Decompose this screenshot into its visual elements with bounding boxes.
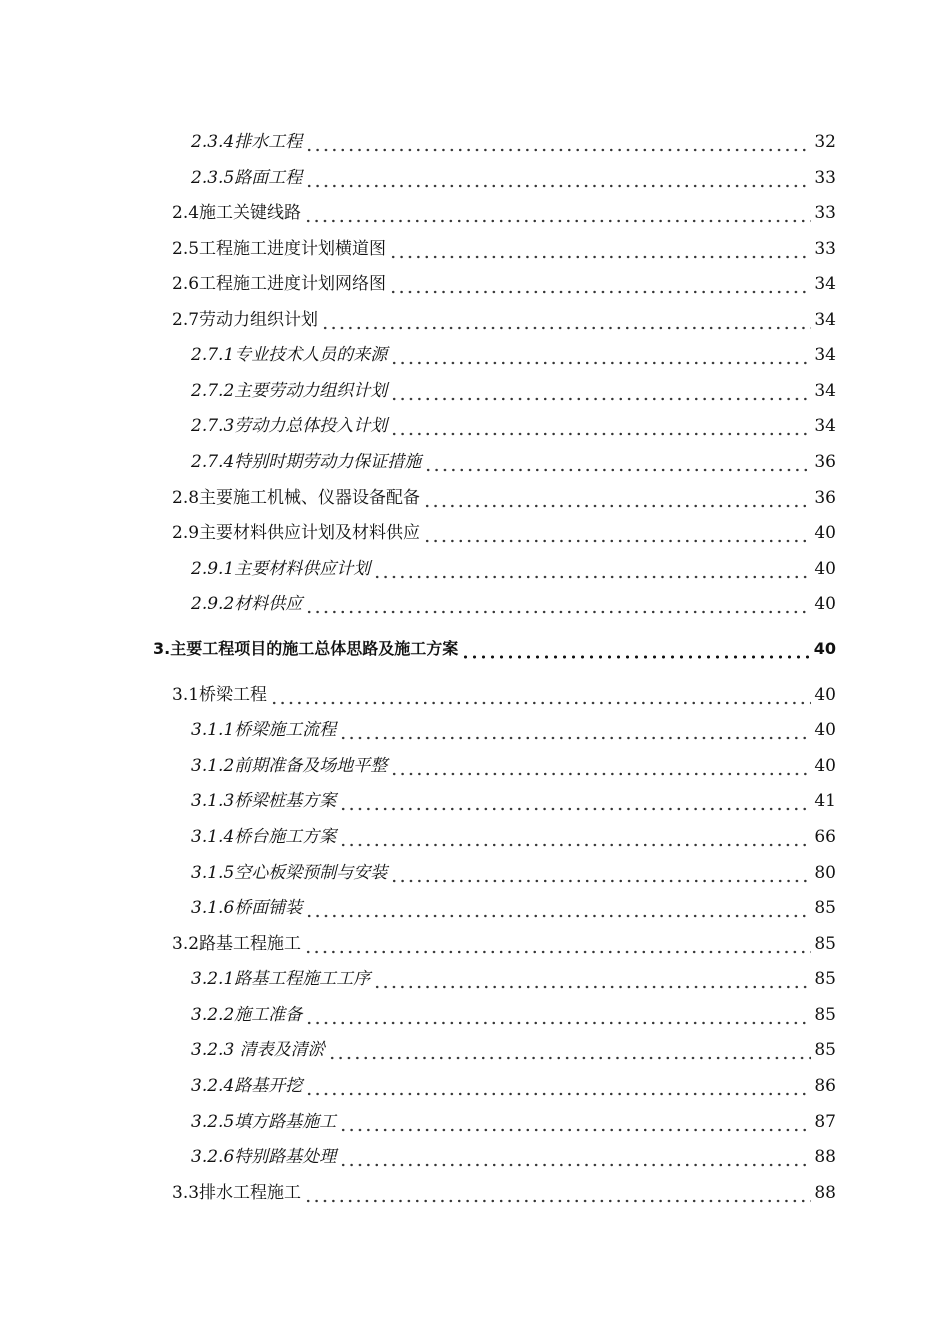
toc-entry-title: 3.1.2前期准备及场地平整 bbox=[191, 756, 388, 776]
toc-entry-title: 2.7.2主要劳动力组织计划 bbox=[191, 381, 388, 401]
toc-entry[interactable] bbox=[191, 125, 836, 153]
dot-leader bbox=[423, 522, 811, 544]
toc-entry[interactable] bbox=[191, 891, 836, 919]
toc-entry-title: 2.9.2材料供应 bbox=[191, 594, 303, 614]
toc-entry-page-number: 41 bbox=[814, 791, 836, 811]
toc-entry-page-number: 40 bbox=[814, 523, 836, 543]
toc-entry-page-number: 66 bbox=[814, 827, 836, 847]
toc-entry-page-number: 40 bbox=[814, 720, 836, 740]
dot-leader bbox=[373, 968, 811, 990]
dot-leader bbox=[321, 309, 811, 331]
toc-entry-page-number: 80 bbox=[814, 863, 836, 883]
toc-entry[interactable] bbox=[172, 303, 836, 331]
dot-leader bbox=[305, 897, 811, 919]
dot-leader bbox=[305, 1004, 811, 1026]
dot-leader bbox=[389, 238, 811, 260]
toc-entry[interactable] bbox=[191, 856, 836, 884]
toc-entry[interactable] bbox=[191, 713, 836, 741]
toc-entry-title: 3.2.6特别路基处理 bbox=[191, 1147, 337, 1167]
toc-entry-page-number: 40 bbox=[814, 756, 836, 776]
dot-leader bbox=[424, 451, 811, 473]
dot-leader bbox=[373, 558, 811, 580]
toc-entry-page-number: 34 bbox=[814, 274, 836, 294]
toc-entry-title: 3.1.6桥面铺装 bbox=[191, 898, 303, 918]
toc-entry[interactable] bbox=[191, 1069, 836, 1097]
toc-entry-title: 2.3.4排水工程 bbox=[191, 132, 303, 152]
toc-entry-page-number: 88 bbox=[814, 1183, 836, 1203]
toc-entry-title: 3.2.1路基工程施工工序 bbox=[191, 969, 371, 989]
dot-leader bbox=[339, 826, 811, 848]
dot-leader bbox=[423, 487, 811, 509]
toc-entry-page-number: 40 bbox=[813, 639, 836, 658]
dot-leader bbox=[390, 415, 811, 437]
dot-leader bbox=[304, 933, 811, 955]
toc-entry-title: 3.2.2施工准备 bbox=[191, 1005, 303, 1025]
toc-entry[interactable] bbox=[172, 927, 836, 955]
dot-leader bbox=[390, 755, 811, 777]
toc-entry-title: 3.1.3桥梁桩基方案 bbox=[191, 791, 337, 811]
dot-leader bbox=[304, 1182, 811, 1204]
toc-entry-page-number: 36 bbox=[814, 488, 836, 508]
toc-entry-page-number: 40 bbox=[814, 594, 836, 614]
toc-entry-page-number: 34 bbox=[814, 381, 836, 401]
toc-entry-title: 2.7.1专业技术人员的来源 bbox=[191, 345, 388, 365]
toc-entry-title: 3.2.4路基开挖 bbox=[191, 1076, 303, 1096]
toc-entry[interactable] bbox=[191, 1105, 836, 1133]
toc-chapter-entry[interactable] bbox=[153, 632, 836, 660]
toc-entry[interactable] bbox=[191, 338, 836, 366]
toc-entry[interactable] bbox=[191, 749, 836, 777]
toc-entry-title: 3.1.1桥梁施工流程 bbox=[191, 720, 337, 740]
dot-leader bbox=[339, 1146, 811, 1168]
toc-entry-title: 3.1.5空心板梁预制与安装 bbox=[191, 863, 388, 883]
toc-entry-page-number: 85 bbox=[814, 898, 836, 918]
toc-entry-page-number: 40 bbox=[814, 559, 836, 579]
toc-entry-page-number: 33 bbox=[814, 203, 836, 223]
toc-entry[interactable] bbox=[191, 161, 836, 189]
toc-entry[interactable] bbox=[172, 516, 836, 544]
dot-leader bbox=[305, 593, 811, 615]
toc-entry-title: 2.9主要材料供应计划及材料供应 bbox=[172, 523, 421, 543]
dot-leader bbox=[461, 638, 811, 660]
toc-entry-title: 2.3.5路面工程 bbox=[191, 168, 303, 188]
toc-entry-page-number: 85 bbox=[814, 969, 836, 989]
toc-entry[interactable] bbox=[172, 232, 836, 260]
dot-leader bbox=[339, 1111, 811, 1133]
toc-entry[interactable] bbox=[191, 587, 836, 615]
toc-entry-page-number: 34 bbox=[814, 345, 836, 365]
toc-entry[interactable] bbox=[191, 998, 836, 1026]
toc-entry-title: 3.1.4桥台施工方案 bbox=[191, 827, 337, 847]
toc-entry-title: 2.5工程施工进度计划横道图 bbox=[172, 239, 387, 259]
dot-leader bbox=[339, 719, 811, 741]
toc-entry-page-number: 34 bbox=[814, 416, 836, 436]
toc-entry-page-number: 85 bbox=[814, 1040, 836, 1060]
toc-entry[interactable] bbox=[191, 1033, 836, 1061]
toc-entry-page-number: 88 bbox=[814, 1147, 836, 1167]
dot-leader bbox=[390, 862, 811, 884]
toc-entry-title: 3.2.3 清表及清淤 bbox=[191, 1040, 325, 1060]
toc-entry-page-number: 36 bbox=[814, 452, 836, 472]
toc-entry-title: 3.2.5填方路基施工 bbox=[191, 1112, 337, 1132]
toc-entry-page-number: 86 bbox=[814, 1076, 836, 1096]
dot-leader bbox=[304, 202, 811, 224]
toc-entry[interactable] bbox=[172, 1176, 836, 1204]
toc-entry[interactable] bbox=[191, 445, 836, 473]
toc-entry[interactable] bbox=[191, 374, 836, 402]
dot-leader bbox=[305, 1075, 811, 1097]
toc-entry-title: 3.3排水工程施工 bbox=[172, 1183, 302, 1203]
toc-entry-page-number: 34 bbox=[814, 310, 836, 330]
dot-leader bbox=[389, 273, 811, 295]
toc-entry[interactable] bbox=[191, 1140, 836, 1168]
toc-entry-title: 2.8主要施工机械、仪器设备配备 bbox=[172, 488, 421, 508]
dot-leader bbox=[339, 790, 811, 812]
toc-entry[interactable] bbox=[172, 196, 836, 224]
toc-entry-page-number: 85 bbox=[814, 934, 836, 954]
toc-entry-page-number: 85 bbox=[814, 1005, 836, 1025]
toc-entry[interactable] bbox=[172, 678, 836, 706]
toc-entry-title: 3.主要工程项目的施工总体思路及施工方案 bbox=[153, 639, 459, 658]
toc-entry-title: 2.9.1主要材料供应计划 bbox=[191, 559, 371, 579]
toc-entry-page-number: 33 bbox=[814, 168, 836, 188]
toc-entry[interactable] bbox=[172, 481, 836, 509]
toc-entry-page-number: 33 bbox=[814, 239, 836, 259]
toc-entry[interactable] bbox=[191, 962, 836, 990]
toc-entry-title: 3.1桥梁工程 bbox=[172, 685, 268, 705]
toc-entry[interactable] bbox=[191, 784, 836, 812]
dot-leader bbox=[390, 380, 811, 402]
toc-entry-page-number: 40 bbox=[814, 685, 836, 705]
toc-entry[interactable] bbox=[172, 267, 836, 295]
toc-entry-page-number: 87 bbox=[814, 1112, 836, 1132]
toc-entry-title: 2.7.3劳动力总体投入计划 bbox=[191, 416, 388, 436]
toc-entry-title: 2.7劳动力组织计划 bbox=[172, 310, 319, 330]
toc-entry-title: 2.7.4特别时期劳动力保证措施 bbox=[191, 452, 422, 472]
toc-entry[interactable] bbox=[191, 552, 836, 580]
toc-entry-title: 2.4施工关键线路 bbox=[172, 203, 302, 223]
toc-entry-page-number: 32 bbox=[814, 132, 836, 152]
dot-leader bbox=[305, 131, 811, 153]
toc-entry[interactable] bbox=[191, 409, 836, 437]
dot-leader bbox=[390, 344, 811, 366]
dot-leader bbox=[328, 1039, 812, 1061]
toc-entry-title: 2.6工程施工进度计划网络图 bbox=[172, 274, 387, 294]
toc-entry[interactable] bbox=[191, 820, 836, 848]
dot-leader bbox=[305, 167, 811, 189]
dot-leader bbox=[270, 684, 811, 706]
toc-entry-title: 3.2路基工程施工 bbox=[172, 934, 302, 954]
